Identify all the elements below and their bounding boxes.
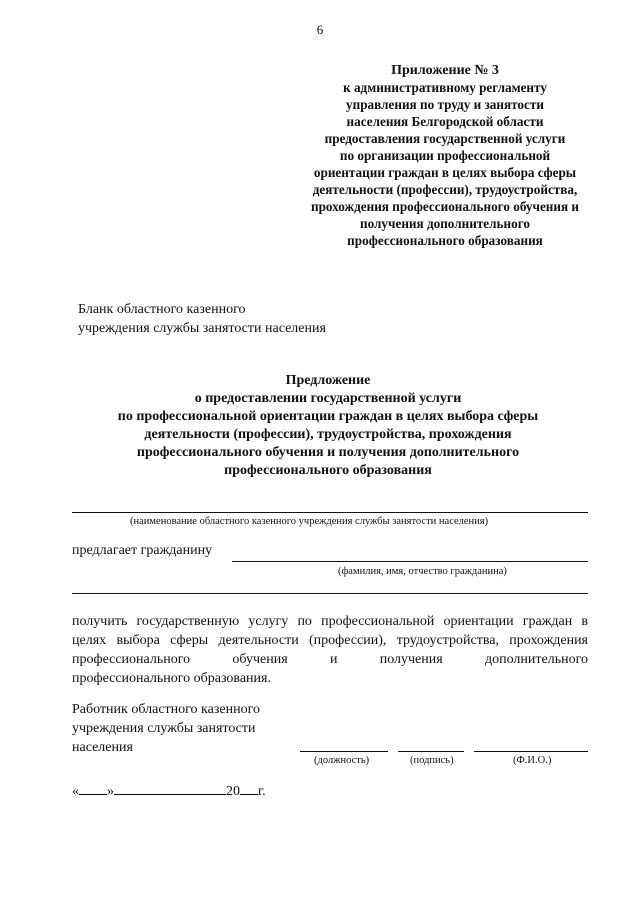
appendix-line: получения дополнительного xyxy=(360,216,530,231)
body-word: и xyxy=(329,652,338,667)
worker-line: Работник областного казенного xyxy=(72,702,260,717)
year-prefix: 20 xyxy=(226,784,240,799)
signature-caption: (подпись) xyxy=(410,755,454,766)
body-word: получения xyxy=(379,652,443,667)
year-suffix: г. xyxy=(258,784,266,799)
appendix-line: ориентации граждан в целях выбора сферы xyxy=(313,165,577,180)
date-field xyxy=(72,782,266,800)
worker-label xyxy=(72,700,260,757)
appendix-line: предоставления государственной услуги xyxy=(324,131,566,146)
body-line: получить государственную услугу по профессиональной ориентации граждан в xyxy=(72,614,588,629)
year-blank[interactable] xyxy=(240,782,258,795)
appendix-line: управления по труду и занятости xyxy=(346,97,544,112)
citizen-name-line-continued[interactable] xyxy=(72,593,588,594)
appendix-line: к административному регламенту xyxy=(343,80,547,95)
proposal-line: деятельности (профессии), трудоустройства, прохождения xyxy=(144,427,512,442)
page-number: 6 xyxy=(316,22,324,37)
body-paragraph xyxy=(72,612,588,688)
appendix-line: профессионального образования xyxy=(347,233,543,248)
institution-name-line[interactable] xyxy=(72,512,588,513)
body-word: обучения xyxy=(232,652,288,667)
position-line[interactable] xyxy=(300,751,388,752)
body-line xyxy=(72,650,588,669)
date-close-quote: » xyxy=(107,784,114,799)
month-blank[interactable] xyxy=(114,782,226,795)
appendix-line: прохождения профессионального обучения и xyxy=(310,199,580,214)
signature-line[interactable] xyxy=(398,751,464,752)
blank-line: Бланк областного казенного xyxy=(78,302,246,317)
appendix-title: Приложение № 3 xyxy=(391,63,499,78)
day-blank[interactable] xyxy=(79,782,107,795)
worker-line: учреждения службы занятости xyxy=(72,721,256,736)
date-open-quote: « xyxy=(72,784,79,799)
appendix-line: по организации профессиональной xyxy=(339,148,551,163)
appendix-header xyxy=(255,62,635,249)
blank-line: учреждения службы занятости населения xyxy=(78,321,326,336)
proposal-line: по профессиональной ориентации граждан в целях выбора сферы xyxy=(117,409,539,424)
offers-label: предлагает гражданину xyxy=(72,543,213,558)
proposal-line: о предоставлении государственной услуги xyxy=(194,391,462,406)
position-caption: (должность) xyxy=(314,755,370,766)
citizen-caption: (фамилия, имя, отчество гражданина) xyxy=(338,566,507,577)
body-line: целях выбора сферы деятельности (профессии), трудоустройства, прохождения xyxy=(72,633,588,648)
body-line: профессионального образования. xyxy=(72,671,271,686)
proposal-heading xyxy=(68,372,588,480)
fio-caption: (Ф.И.О.) xyxy=(513,755,552,766)
proposal-line: профессионального обучения и получения дополнительного xyxy=(136,445,520,460)
appendix-line: деятельности (профессии), трудоустройства, xyxy=(312,182,578,197)
proposal-line: профессионального образования xyxy=(224,463,432,478)
proposal-title: Предложение xyxy=(285,373,371,388)
fio-line[interactable] xyxy=(474,751,588,752)
letterhead-blank xyxy=(78,300,326,338)
body-word: профессионального xyxy=(72,652,191,667)
citizen-name-line[interactable] xyxy=(232,561,588,562)
worker-line: населения xyxy=(72,740,133,755)
body-word: дополнительного xyxy=(484,652,588,667)
institution-caption: (наименование областного казенного учреждения службы занятости населения) xyxy=(130,516,489,527)
appendix-line: населения Белгородской области xyxy=(346,114,544,129)
